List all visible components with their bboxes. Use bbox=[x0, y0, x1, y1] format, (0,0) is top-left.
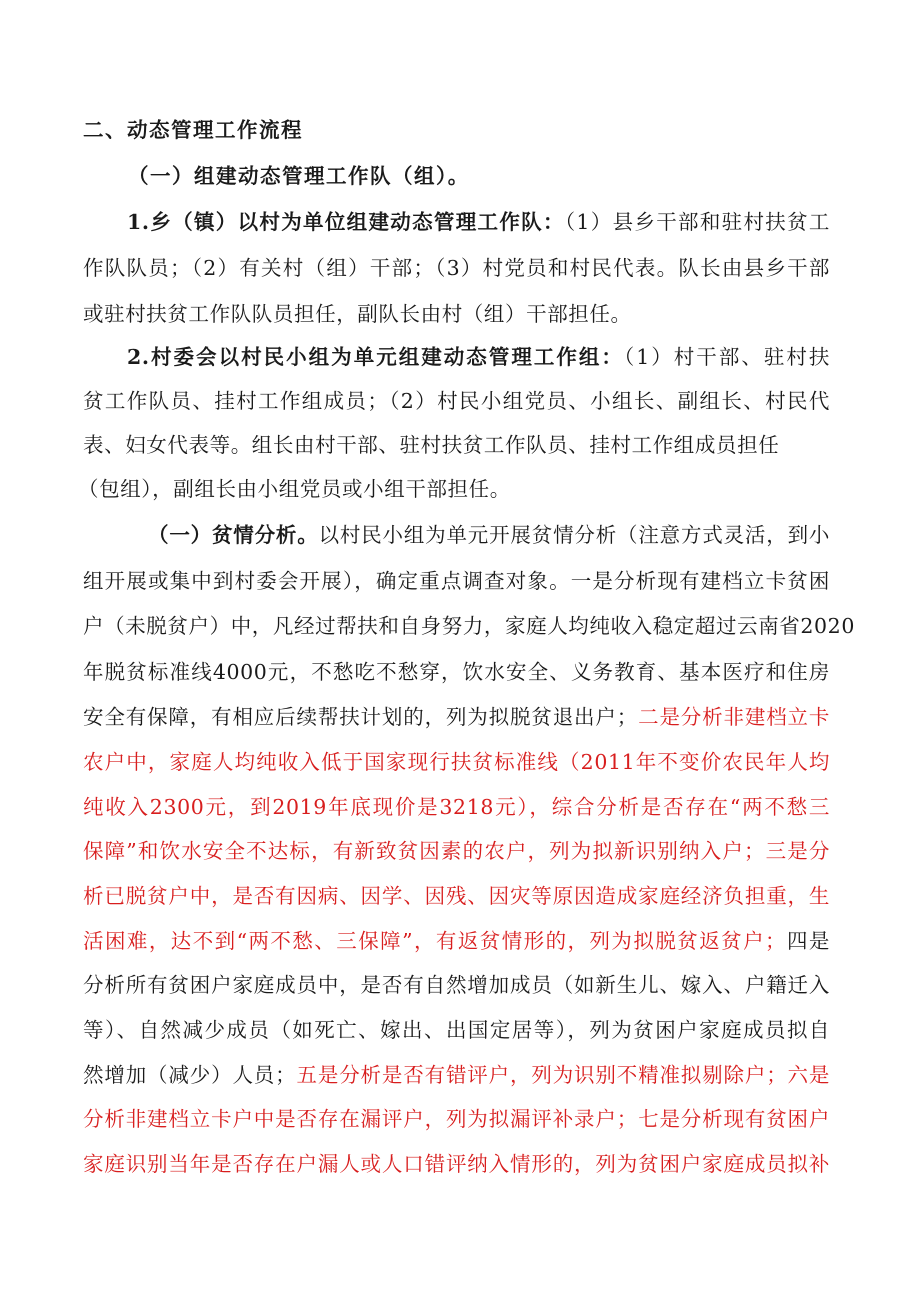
item-2-line-2: 贫工作队员、挂村工作组成员；（2）村民小组党员、小组长、副组长、村民代 bbox=[83, 389, 830, 413]
analysis-line-8: 保障”和饮水安全不达标，有新致贫因素的农户，列为拟新识别纳入户；三是分 bbox=[83, 839, 830, 863]
analysis-line-14: 分析非建档立卡户中是否存在漏评户，列为拟漏评补录户；七是分析现有贫困户 bbox=[83, 1107, 830, 1131]
item-1-line-3: 或驻村扶贫工作队队员担任，副队长由村（组）干部担任。 bbox=[83, 302, 632, 326]
subsection-heading-1: （一）组建动态管理工作队（组）。 bbox=[128, 164, 470, 188]
analysis-line-10 bbox=[83, 924, 830, 958]
item-2-line-3: 表、妇女代表等。组长由村干部、驻村扶贫工作队员、挂村工作组成员担任 bbox=[83, 433, 780, 457]
analysis-line-5-red: 二是分析非建档立卡 bbox=[637, 705, 830, 729]
item-1-line-1 bbox=[127, 205, 830, 239]
analysis-line-13-red: 五是分析是否有错评户，列为识别不精准拟剔除户；六是 bbox=[296, 1063, 830, 1087]
analysis-line-3: 户（未脱贫户）中，凡经过帮扶和自身努力，家庭人均纯收入稳定超过云南省2020 bbox=[83, 614, 855, 638]
analysis-line-4: 年脱贫标准线4000元，不愁吃不愁穿，饮水安全、义务教育、基本医疗和住房 bbox=[83, 660, 830, 684]
item-1-line-1-rest: （1）县乡干部和驻村扶贫工 bbox=[564, 210, 831, 234]
analysis-line-10-black: 四是 bbox=[786, 929, 831, 953]
analysis-line-13 bbox=[83, 1058, 830, 1092]
analysis-line-6: 农户中，家庭人均纯收入低于国家现行扶贫标准线（2011年不变价农民年人均 bbox=[83, 750, 830, 774]
item-1-line-2: 作队队员；（2）有关村（组）干部；（3）村党员和村民代表。队长由县乡干部 bbox=[83, 256, 830, 280]
section-heading: 二、动态管理工作流程 bbox=[83, 118, 303, 142]
analysis-line-9: 析已脱贫户中，是否有因病、因学、因残、因灾等原因造成家庭经济负担重，生 bbox=[83, 884, 830, 908]
item-1-lead: 1.乡（镇）以村为单位组建动态管理工作队： bbox=[127, 210, 565, 234]
analysis-line-13-black: 然增加（减少）人员； bbox=[83, 1063, 297, 1087]
analysis-line-15: 家庭识别当年是否存在户漏人或人口错评纳入情形的，列为贫困户家庭成员拟补 bbox=[83, 1152, 830, 1176]
analysis-line-5-black: 安全有保障，有相应后续帮扶计划的，列为拟脱贫退出户； bbox=[83, 705, 638, 729]
analysis-line-1 bbox=[148, 518, 830, 552]
item-2-lead: 2.村委会以村民小组为单元组建动态管理工作组： bbox=[127, 345, 624, 369]
analysis-line-1-rest: 以村民小组为单元开展贫情分析（注意方式灵活，到小 bbox=[318, 523, 830, 547]
item-2-line-4: （包组），副组长由小组党员或小组干部担任。 bbox=[78, 477, 511, 501]
item-2-line-1-rest: （1）村干部、驻村扶 bbox=[623, 345, 831, 369]
analysis-lead: （一）贫情分析。 bbox=[148, 523, 319, 547]
analysis-line-12: 等）、自然减少成员（如死亡、嫁出、出国定居等），列为贫困户家庭成员拟自 bbox=[83, 1018, 830, 1042]
analysis-line-7: 纯收入2300元，到2019年底现价是3218元），综合分析是否存在“两不愁三 bbox=[83, 795, 830, 819]
analysis-line-2: 组开展或集中到村委会开展），确定重点调查对象。一是分析现有建档立卡贫困 bbox=[83, 569, 830, 593]
analysis-line-10-red: 活困难，达不到“两不愁、三保障”，有返贫情形的，列为拟脱贫返贫户； bbox=[83, 929, 787, 953]
analysis-line-5 bbox=[83, 700, 830, 734]
analysis-line-11: 分析所有贫困户家庭成员中，是否有自然增加成员（如新生儿、嫁入、户籍迁入 bbox=[83, 973, 830, 997]
item-2-line-1 bbox=[127, 340, 830, 374]
